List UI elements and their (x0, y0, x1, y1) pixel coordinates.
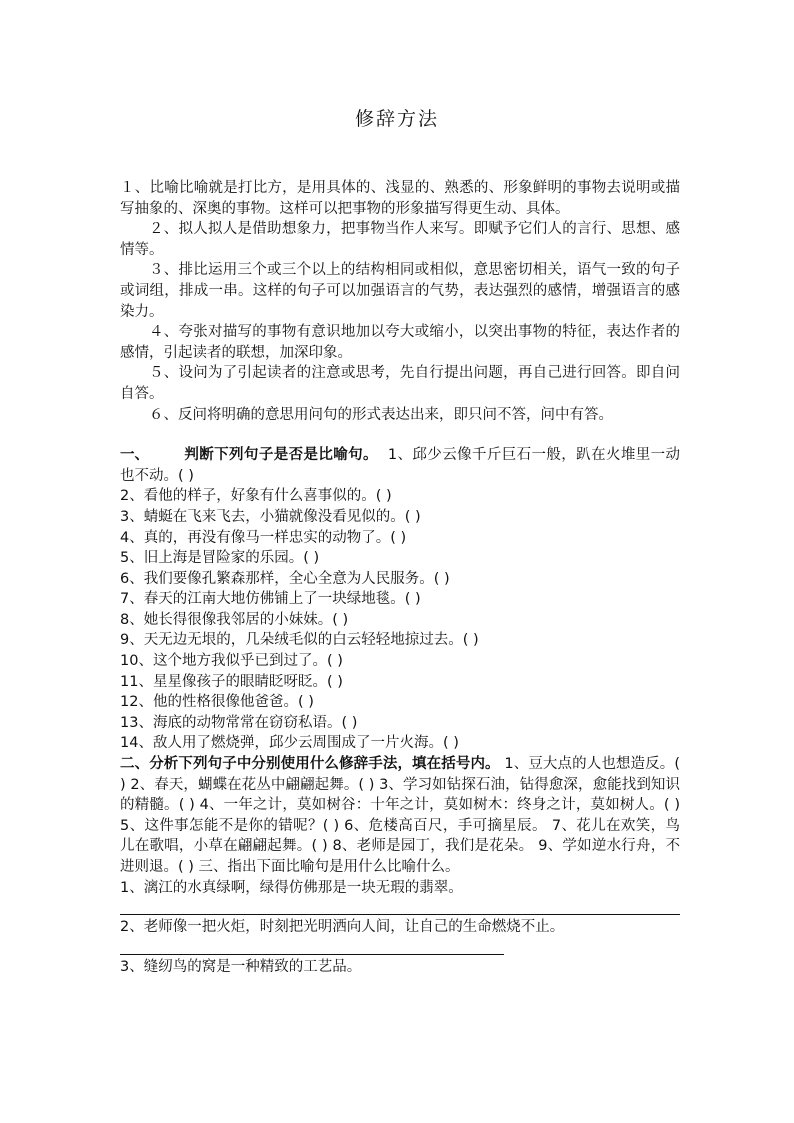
section1-item: 11、星星像孩子的眼睛眨呀眨。( ) (120, 673, 343, 690)
definition-parallelism: ３、排比运用三个或三个以上的结构相同或相似，意思密切相关，语气一致的句子或词组，排成一串。这样的句子可以加强语言的气势，表达强烈的感情，增强语言的感染力。 (120, 262, 680, 320)
section2-body: 1、豆大点的人也想造反。( ) 2、春天，蝴蝶在花丛中翩翩起舞。( ) 3、学习如钻探石油，钻得愈深，愈能找到知识的精髓。( ) 4、一年之计，莫如树谷：十年之计，莫如树木：终身之计，莫如树人。( ) 5、这件事怎能不是你的错呢？( ) 6、危楼高百尺，手可摘星辰。 7、花儿在欢笑，鸟儿在歌唱，小草在翩翩起舞。( ) 8、老师是园丁，我们是花朵。 9、学如逆水行舟，不进则退。( ) 三、指出下面比喻句是用什么比喻什么。 (120, 756, 681, 875)
section2-block (120, 754, 680, 878)
answer-line[interactable] (120, 944, 504, 955)
section2-heading: 二、分析下列句子中分别使用什么修辞手法，填在括号内。 (120, 756, 500, 773)
spacer (120, 425, 680, 445)
definition-counter-question: ６、反问将明确的意思用问句的形式表达出来，即只问不答，问中有答。 (149, 406, 613, 423)
section1-item: 10、这个地方我似乎已到过了。( ) (120, 653, 343, 670)
section1-number: 一、 (120, 447, 149, 464)
section1-item: 4、真的，再没有像马一样忠实的动物了。( ) (120, 529, 407, 546)
page-title: 修辞方法 (354, 108, 439, 130)
section1-item: 13、海底的动物常常在窃窃私语。( ) (120, 714, 358, 731)
section1-item: 12、他的性格很像他爸爸。( ) (120, 694, 314, 711)
section1-item: 5、旧上海是冒险家的乐园。( ) (120, 550, 320, 567)
definition-rhetorical-question: ５、设问为了引起读者的注意或思考，先自行提出问题，再自己进行回答。即自问自答。 (120, 365, 680, 402)
definition-personification: ２、拟人拟人是借助想象力，把事物当作人来写。即赋予它们人的言行、思想、感情等。 (120, 221, 680, 258)
section1-item: 7、春天的江南大地仿佛铺上了一块绿地毯。( ) (120, 591, 421, 608)
section1-item: 3、蜻蜓在飞来飞去，小猫就像没看见似的。( ) (120, 508, 421, 525)
section3-item: 1、漓江的水真绿啊，绿得仿佛那是一块无瑕的翡翠。 (120, 879, 463, 896)
section1-item: 14、敌人用了燃烧弹，邱少云周围成了一片火海。( ) (120, 735, 459, 752)
section1-item: 2、看他的样子，好象有什么喜事似的。( ) (120, 488, 392, 505)
document-body (120, 178, 680, 977)
section1-intro (120, 445, 680, 486)
section1-item: 8、她长得很像我邻居的小妹妹。( ) (120, 611, 349, 628)
section3-item: 2、老师像一把火炬，时刻把光明洒向人间，让自己的生命燃烧不止。 (120, 919, 565, 936)
section1-item: 6、我们要像孔繁森那样，全心全意为人民服务。( ) (120, 570, 450, 587)
definition-simile: １、比喻比喻就是打比方，是用具体的、浅显的、熟悉的、形象鲜明的事物去说明或描写抽象的、深奥的事物。这样可以把事物的形象描写得更生动、具体。 (120, 180, 680, 217)
section1-heading: 判断下列句子是否是比喻句。 (184, 447, 378, 464)
definition-hyperbole: ４、夸张对描写的事物有意识地加以夸大或缩小，以突出事物的特征，表达作者的感情，引起读者的联想，加深印象。 (120, 324, 680, 361)
section1-item: 1、邱少云像千斤巨石一般，趴在火堆里一动也不动。( ) (120, 447, 680, 484)
answer-line[interactable] (120, 904, 680, 915)
section3-item: 3、缝纫鸟的窝是一种精致的工艺品。 (120, 958, 362, 975)
section1-item: 9、天无边无垠的，几朵绒毛似的白云轻轻地掠过去。( ) (120, 632, 479, 649)
